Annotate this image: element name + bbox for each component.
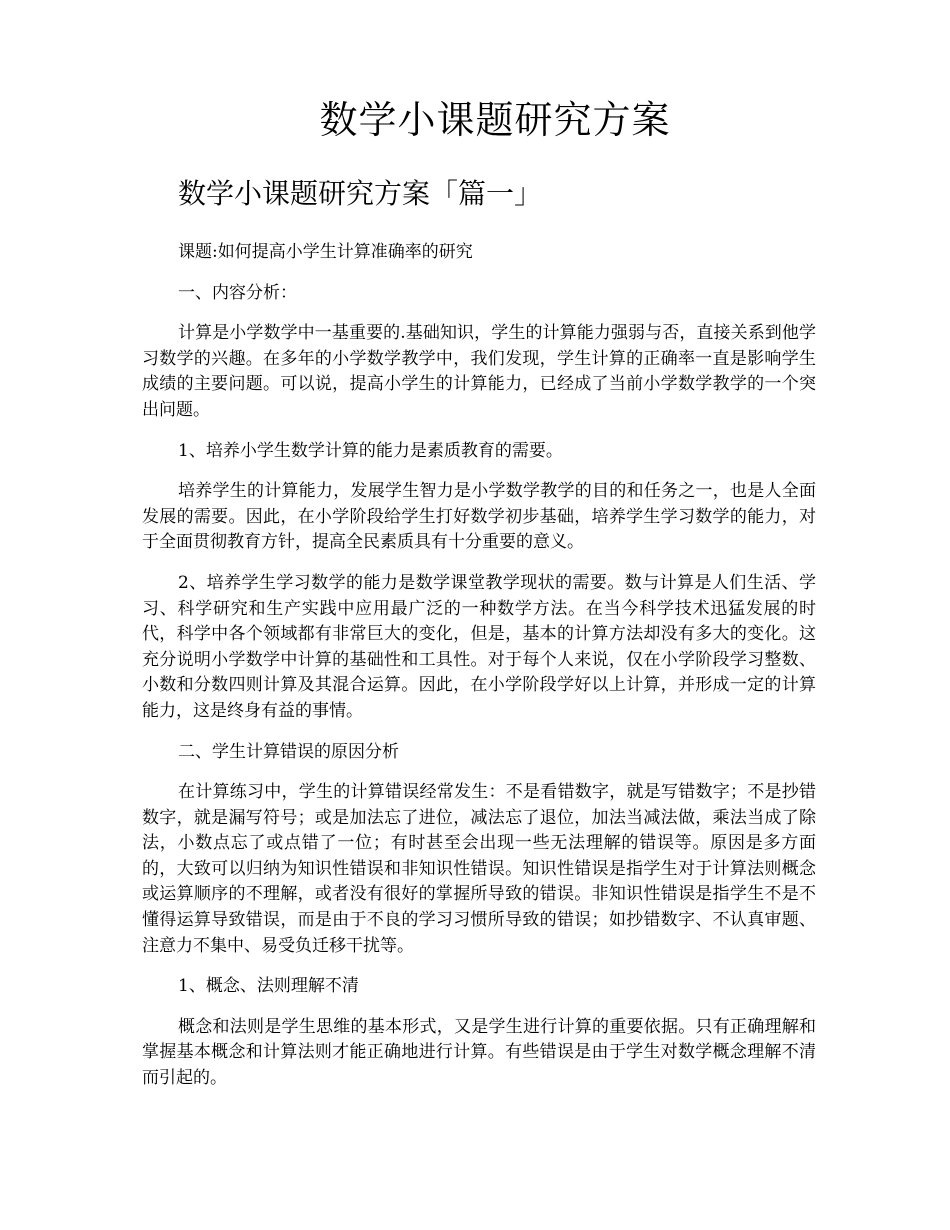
- paragraph: 概念和法则是学生思维的基本形式，又是学生进行计算的重要依据。只有正确理解和掌握基本概念和计算法则才能正确地进行计算。有些错误是由于学生对数学概念理解不清而引起的。: [142, 1016, 816, 1089]
- paragraph-point-1: 1、培养小学生数学计算的能力是素质教育的需要。: [178, 440, 563, 461]
- paragraph-concept-heading: 1、概念、法则理解不清: [178, 976, 359, 997]
- paragraph-error-analysis-heading: 二、学生计算错误的原因分析: [178, 741, 399, 762]
- paragraph: 培养学生的计算能力，发展学生智力是小学数学教学的目的和任务之一，也是人全面发展的需要。因此，在小学阶段给学生打好数学初步基础，培养学生学习数学的能力，对于全面贯彻教育方针，提高全民素质具有十分重要的意义。: [142, 481, 816, 553]
- document-title: 数学小课题研究方案: [319, 98, 671, 142]
- paragraph: 计算是小学数学中一基重要的.基础知识，学生的计算能力强弱与否，直接关系到他学习数学的兴趣。在多年的小学数学教学中，我们发现，学生计算的正确率一直是影响学生成绩的主要问题。可以说，提高小学生的计算能力，已经成了当前小学数学教学的一个突出问题。: [142, 323, 816, 420]
- section-heading: 数学小课题研究方案「篇一」: [178, 177, 543, 210]
- document-body: [142, 240, 816, 1107]
- paragraph-topic: 课题:如何提高小学生计算准确率的研究: [178, 242, 473, 262]
- paragraph-content-analysis-heading: 一、内容分析：: [178, 282, 297, 303]
- paragraph: 在计算练习中，学生的计算错误经常发生：不是看错数字，就是写错数字；不是抄错数字，就是漏写符号；或是加法忘了进位，减法忘了退位，加法当减法做，乘法当成了除法，小数点忘了或点错了一位；有时甚至会出现一些无法理解的错误等。原因是多方面的，大致可以归纳为知识性错误和非知识性错误。知识性错误是指学生对于计算法则概念或运算顺序的不理解，或者没有很好的掌握所导致的错误。非知识性错误是指学生不是不懂得运算导致错误，而是由于不良的学习习惯所导致的错误；如抄错数字、不认真审题、注意力不集中、易受负迁移干扰等。: [142, 782, 816, 956]
- paragraph: 2、培养学生学习数学的能力是数学课堂教学现状的需要。数与计算是人们生活、学习、科学研究和生产实践中应用最广泛的一种数学方法。在当今科学技术迅猛发展的时代，科学中各个领域都有非常巨大的变化，但是，基本的计算方法却没有多大的变化。这充分说明小学数学中计算的基础性和工具性。对于每个人来说，仅在小学阶段学习整数、小数和分数四则计算及其混合运算。因此，在小学阶段学好以上计算，并形成一定的计算能力，这是终身有益的事情。: [142, 572, 816, 721]
